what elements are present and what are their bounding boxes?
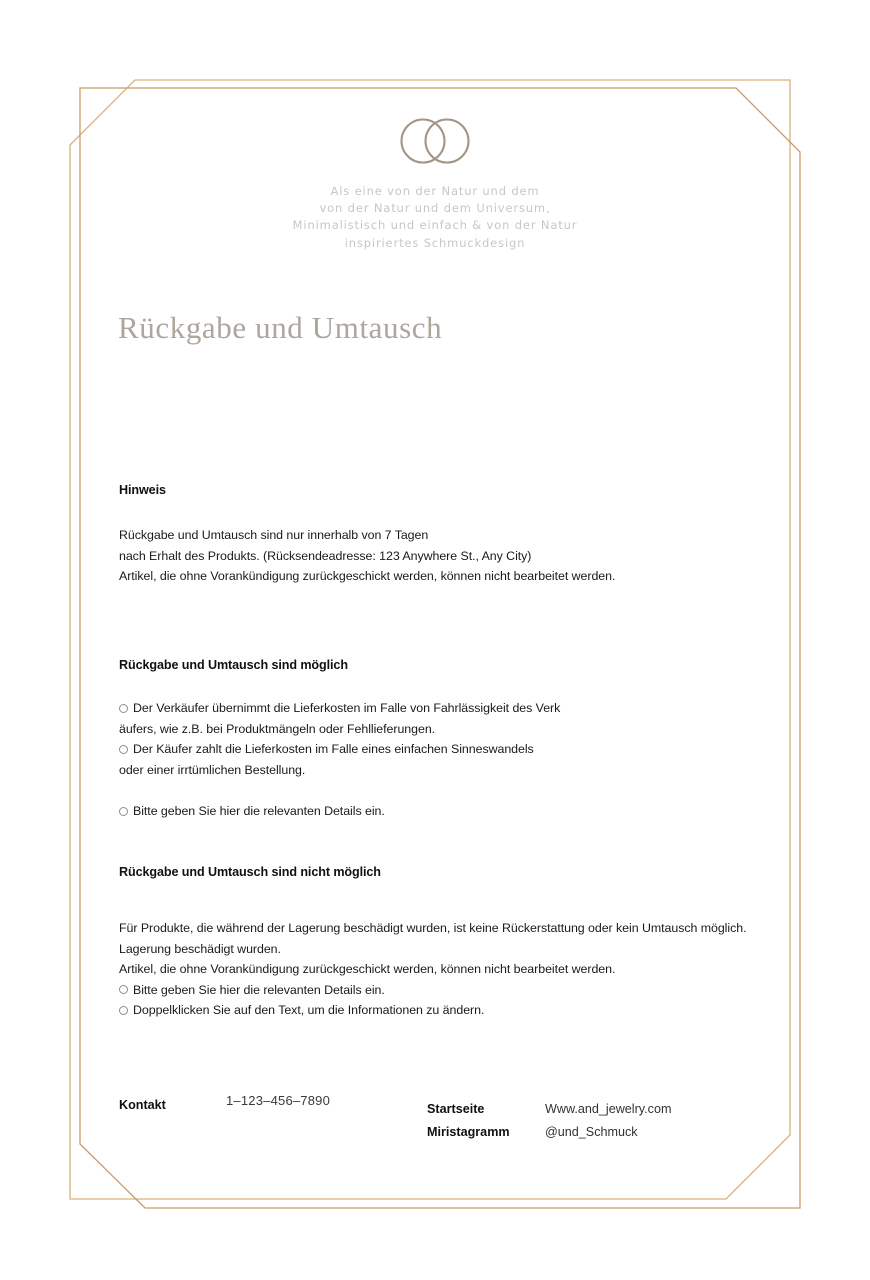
possible-details-item[interactable] — [119, 801, 385, 822]
homepage-label: Startseite — [427, 1102, 485, 1116]
radio-button-icon[interactable] — [119, 704, 128, 713]
possible-details — [119, 801, 385, 822]
possible-item-2-continuation: oder einer irrtümlichen Bestellung. — [119, 762, 306, 777]
not-possible-line-2: Lagerung beschädigt wurden. — [119, 941, 281, 956]
radio-button-icon[interactable] — [119, 807, 128, 816]
brand-logo — [0, 112, 870, 175]
radio-button-icon[interactable] — [119, 1006, 128, 1015]
radio-button-icon[interactable] — [119, 745, 128, 754]
notice-line-2: nach Erhalt des Produkts. (Rücksendeadresse: 123 Anywhere St., Any City) — [119, 548, 532, 563]
not-possible-item-2-text: Doppelklicken Sie auf den Text, um die Informationen zu ändern. — [133, 1003, 485, 1017]
instagram-label: Miristagramm — [427, 1125, 510, 1139]
possible-item-1[interactable] — [119, 698, 560, 719]
not-possible-item-1[interactable] — [119, 980, 746, 1001]
possible-heading: Rückgabe und Umtausch sind möglich — [119, 658, 348, 672]
footer-contact-value-col — [226, 1093, 330, 1108]
notice-line-1: Rückgabe und Umtausch sind nur innerhalb von 7 Tagen — [119, 528, 429, 542]
tagline-line-4: inspiriertes Schmuckdesign — [344, 235, 526, 250]
possible-items — [119, 698, 560, 780]
two-interlocking-rings-icon — [396, 112, 474, 170]
footer-contact-label-col — [119, 1094, 166, 1117]
notice-section — [119, 483, 166, 497]
instagram-value[interactable]: @und_Schmuck — [545, 1125, 638, 1139]
footer-links-label-col — [427, 1098, 510, 1144]
homepage-value[interactable]: Www.and_jewelry.com — [545, 1102, 672, 1116]
notice-line-3: Artikel, die ohne Vorankündigung zurückgeschickt werden, können nicht bearbeitet werden. — [119, 569, 616, 583]
not-possible-line-1: Für Produkte, die während der Lagerung beschädigt wurden, ist keine Rückerstattung oder kein Umtausch möglich. — [119, 921, 747, 935]
tagline-line-1: Als eine von der Natur und dem — [330, 184, 540, 198]
possible-item-2-text: Der Käufer zahlt die Lieferkosten im Falle eines einfachen Sinneswandels — [133, 742, 534, 756]
possible-details-text: Bitte geben Sie hier die relevanten Details ein. — [133, 804, 385, 818]
not-possible-line-3: Artikel, die ohne Vorankündigung zurückgeschickt werden, können nicht bearbeitet werden. — [119, 962, 616, 976]
footer-links-value-col — [545, 1098, 671, 1144]
contact-phone-value[interactable]: 1–123–456–7890 — [226, 1093, 331, 1108]
not-possible-heading: Rückgabe und Umtausch sind nicht möglich — [119, 865, 381, 879]
notice-body — [119, 525, 615, 587]
brand-tagline — [0, 183, 870, 252]
tagline-line-2: von der Natur und dem Universum, — [319, 201, 551, 216]
possible-item-2[interactable] — [119, 739, 560, 760]
possible-section — [119, 658, 348, 672]
not-possible-body — [119, 918, 746, 1021]
possible-item-1-text: Der Verkäufer übernimmt die Lieferkosten im Falle von Fahrlässigkeit des Verk — [133, 701, 561, 715]
radio-button-icon[interactable] — [119, 985, 128, 994]
notice-heading: Hinweis — [119, 483, 166, 497]
not-possible-section — [119, 865, 381, 879]
contact-label: Kontakt — [119, 1098, 166, 1112]
not-possible-item-2[interactable] — [119, 1000, 746, 1021]
page-title: Rückgabe und Umtausch — [118, 310, 443, 345]
tagline-line-3: Minimalistisch und einfach & von der Natur — [292, 218, 578, 233]
possible-item-1-continuation: äufers, wie z.B. bei Produktmängeln oder Fehllieferungen. — [119, 721, 436, 736]
not-possible-item-1-text: Bitte geben Sie hier die relevanten Details ein. — [133, 982, 385, 997]
